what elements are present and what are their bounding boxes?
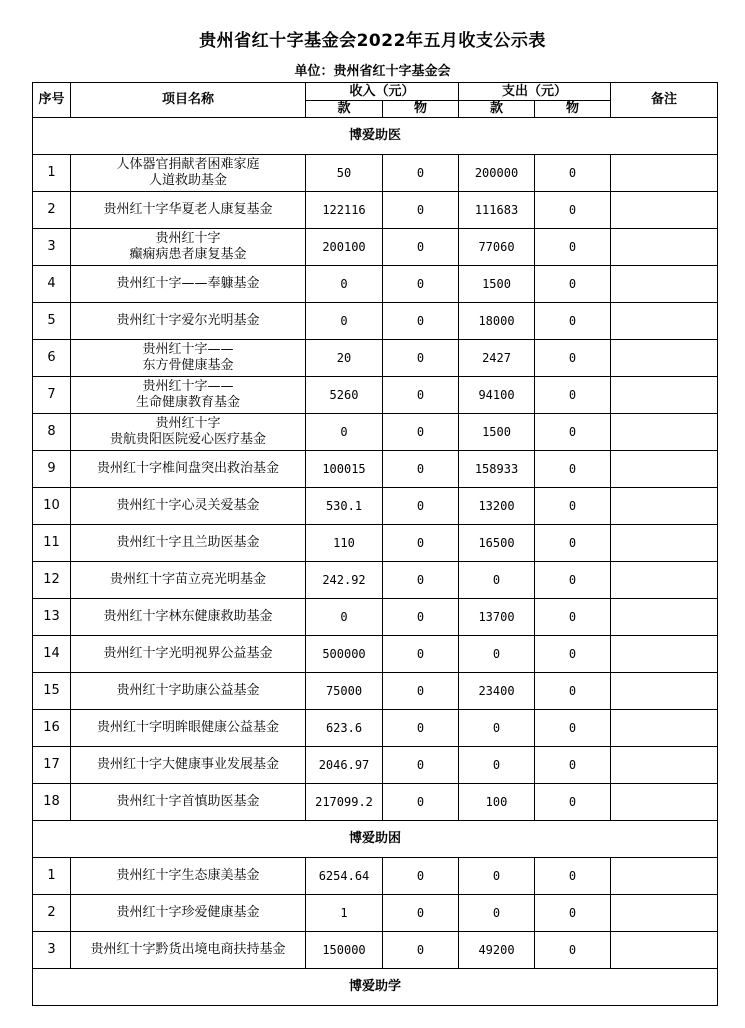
cell-income-money: 0 <box>306 414 383 451</box>
cell-expense-goods: 0 <box>535 266 611 303</box>
cell-project-name: 贵州红十字心灵关爱基金 <box>71 488 306 525</box>
cell-expense-money: 1500 <box>459 414 535 451</box>
cell-expense-money: 23400 <box>459 673 535 710</box>
cell-seq: 2 <box>33 192 71 229</box>
cell-expense-money: 0 <box>459 710 535 747</box>
cell-seq: 12 <box>33 562 71 599</box>
cell-income-money: 100015 <box>306 451 383 488</box>
header-seq: 序号 <box>33 83 71 118</box>
cell-income-money: 50 <box>306 155 383 192</box>
cell-expense-money: 13200 <box>459 488 535 525</box>
cell-project-name: 贵州红十字明眸眼健康公益基金 <box>71 710 306 747</box>
cell-income-money: 217099.2 <box>306 784 383 821</box>
cell-income-goods: 0 <box>383 710 459 747</box>
cell-seq: 15 <box>33 673 71 710</box>
cell-seq: 6 <box>33 340 71 377</box>
cell-income-money: 242.92 <box>306 562 383 599</box>
unit-label: 单位：贵州省红十字基金会 <box>294 64 451 79</box>
cell-expense-money: 0 <box>459 858 535 895</box>
cell-expense-money: 200000 <box>459 155 535 192</box>
cell-expense-money: 77060 <box>459 229 535 266</box>
cell-expense-money: 94100 <box>459 377 535 414</box>
cell-seq: 17 <box>33 747 71 784</box>
cell-seq: 5 <box>33 303 71 340</box>
table-row <box>33 710 718 747</box>
cell-remark <box>611 895 718 932</box>
cell-remark <box>611 414 718 451</box>
table-row <box>33 525 718 562</box>
table-row <box>33 784 718 821</box>
cell-seq: 9 <box>33 451 71 488</box>
cell-income-money: 200100 <box>306 229 383 266</box>
cell-income-money: 20 <box>306 340 383 377</box>
cell-income-goods: 0 <box>383 155 459 192</box>
cell-expense-money: 0 <box>459 747 535 784</box>
cell-income-money: 150000 <box>306 932 383 969</box>
cell-expense-goods: 0 <box>535 895 611 932</box>
cell-seq: 3 <box>33 229 71 266</box>
header-income-money: 款 <box>306 101 383 118</box>
cell-income-goods: 0 <box>383 932 459 969</box>
cell-remark <box>611 451 718 488</box>
cell-income-goods: 0 <box>383 636 459 673</box>
cell-expense-money: 18000 <box>459 303 535 340</box>
header-expense-money: 款 <box>459 101 535 118</box>
section-row <box>33 969 718 1006</box>
cell-expense-goods: 0 <box>535 488 611 525</box>
cell-expense-money: 0 <box>459 562 535 599</box>
cell-expense-goods: 0 <box>535 192 611 229</box>
cell-seq: 13 <box>33 599 71 636</box>
document-title: 贵州省红十字基金会2022年五月收支公示表 <box>199 31 546 51</box>
cell-expense-goods: 0 <box>535 747 611 784</box>
cell-remark <box>611 155 718 192</box>
cell-remark <box>611 784 718 821</box>
cell-income-goods: 0 <box>383 895 459 932</box>
cell-expense-goods: 0 <box>535 784 611 821</box>
cell-income-money: 530.1 <box>306 488 383 525</box>
cell-remark <box>611 673 718 710</box>
cell-remark <box>611 562 718 599</box>
table-row <box>33 636 718 673</box>
cell-expense-goods: 0 <box>535 525 611 562</box>
cell-project-name: 贵州红十字生态康美基金 <box>71 858 306 895</box>
cell-remark <box>611 340 718 377</box>
cell-expense-money: 100 <box>459 784 535 821</box>
cell-income-money: 500000 <box>306 636 383 673</box>
cell-income-money: 1 <box>306 895 383 932</box>
cell-income-money: 6254.64 <box>306 858 383 895</box>
cell-income-goods: 0 <box>383 747 459 784</box>
cell-project-name: 贵州红十字爱尔光明基金 <box>71 303 306 340</box>
cell-project-name: 贵州红十字大健康事业发展基金 <box>71 747 306 784</box>
cell-income-goods: 0 <box>383 303 459 340</box>
cell-expense-goods: 0 <box>535 377 611 414</box>
table-row <box>33 488 718 525</box>
table-row <box>33 303 718 340</box>
header-remark: 备注 <box>611 83 718 118</box>
cell-income-goods: 0 <box>383 451 459 488</box>
cell-remark <box>611 747 718 784</box>
cell-project-name: 贵州红十字黔货出境电商扶持基金 <box>71 932 306 969</box>
cell-income-goods: 0 <box>383 858 459 895</box>
cell-expense-money: 1500 <box>459 266 535 303</box>
cell-income-goods: 0 <box>383 525 459 562</box>
cell-income-money: 5260 <box>306 377 383 414</box>
cell-project-name: 贵州红十字椎间盘突出救治基金 <box>71 451 306 488</box>
cell-income-money: 0 <box>306 599 383 636</box>
section-row <box>33 821 718 858</box>
cell-income-money: 623.6 <box>306 710 383 747</box>
table-row <box>33 155 718 192</box>
table-row <box>33 229 718 266</box>
cell-remark <box>611 192 718 229</box>
cell-expense-money: 0 <box>459 895 535 932</box>
cell-expense-money: 158933 <box>459 451 535 488</box>
table-row <box>33 599 718 636</box>
section-title: 博爱助医 <box>33 118 718 155</box>
cell-project-name: 贵州红十字且兰助医基金 <box>71 525 306 562</box>
header-income: 收入（元） <box>306 83 459 101</box>
cell-remark <box>611 525 718 562</box>
cell-seq: 1 <box>33 155 71 192</box>
cell-income-goods: 0 <box>383 266 459 303</box>
table-row <box>33 895 718 932</box>
cell-project-name: 贵州红十字首慎助医基金 <box>71 784 306 821</box>
cell-income-goods: 0 <box>383 340 459 377</box>
table-row <box>33 414 718 451</box>
cell-seq: 14 <box>33 636 71 673</box>
cell-remark <box>611 377 718 414</box>
cell-income-goods: 0 <box>383 229 459 266</box>
cell-income-goods: 0 <box>383 562 459 599</box>
cell-remark <box>611 488 718 525</box>
cell-expense-money: 16500 <box>459 525 535 562</box>
cell-income-goods: 0 <box>383 414 459 451</box>
cell-seq: 7 <box>33 377 71 414</box>
cell-project-name: 贵州红十字 癫痫病患者康复基金 <box>71 229 306 266</box>
cell-expense-goods: 0 <box>535 340 611 377</box>
cell-seq: 2 <box>33 895 71 932</box>
cell-expense-goods: 0 <box>535 858 611 895</box>
cell-project-name: 贵州红十字华夏老人康复基金 <box>71 192 306 229</box>
cell-income-goods: 0 <box>383 488 459 525</box>
table-row <box>33 932 718 969</box>
cell-expense-goods: 0 <box>535 673 611 710</box>
cell-expense-goods: 0 <box>535 229 611 266</box>
cell-project-name: 贵州红十字光明视界公益基金 <box>71 636 306 673</box>
cell-expense-money: 2427 <box>459 340 535 377</box>
cell-project-name: 人体器官捐献者困难家庭 人道救助基金 <box>71 155 306 192</box>
cell-remark <box>611 636 718 673</box>
table-row <box>33 266 718 303</box>
cell-remark <box>611 858 718 895</box>
cell-expense-money: 0 <box>459 636 535 673</box>
cell-seq: 1 <box>33 858 71 895</box>
cell-expense-goods: 0 <box>535 932 611 969</box>
cell-expense-goods: 0 <box>535 451 611 488</box>
cell-project-name: 贵州红十字——奉躿基金 <box>71 266 306 303</box>
cell-remark <box>611 266 718 303</box>
cell-seq: 3 <box>33 932 71 969</box>
cell-income-money: 0 <box>306 266 383 303</box>
cell-expense-goods: 0 <box>535 710 611 747</box>
header-name: 项目名称 <box>71 83 306 118</box>
cell-income-money: 110 <box>306 525 383 562</box>
cell-income-goods: 0 <box>383 192 459 229</box>
cell-remark <box>611 932 718 969</box>
header-expense-goods: 物 <box>535 101 611 118</box>
cell-expense-goods: 0 <box>535 303 611 340</box>
table-row <box>33 747 718 784</box>
cell-remark <box>611 710 718 747</box>
cell-expense-goods: 0 <box>535 155 611 192</box>
table-row <box>33 192 718 229</box>
cell-expense-goods: 0 <box>535 562 611 599</box>
table-row <box>33 562 718 599</box>
table-row <box>33 673 718 710</box>
cell-remark <box>611 229 718 266</box>
cell-expense-goods: 0 <box>535 636 611 673</box>
table-row <box>33 858 718 895</box>
cell-income-money: 122116 <box>306 192 383 229</box>
cell-remark <box>611 303 718 340</box>
cell-project-name: 贵州红十字林东健康救助基金 <box>71 599 306 636</box>
cell-seq: 18 <box>33 784 71 821</box>
cell-expense-goods: 0 <box>535 599 611 636</box>
cell-income-money: 2046.97 <box>306 747 383 784</box>
cell-seq: 16 <box>33 710 71 747</box>
cell-income-money: 0 <box>306 303 383 340</box>
section-title: 博爱助困 <box>33 821 718 858</box>
cell-seq: 10 <box>33 488 71 525</box>
table-row <box>33 340 718 377</box>
cell-project-name: 贵州红十字—— 生命健康教育基金 <box>71 377 306 414</box>
cell-project-name: 贵州红十字助康公益基金 <box>71 673 306 710</box>
cell-seq: 11 <box>33 525 71 562</box>
header-expense: 支出（元） <box>459 83 611 101</box>
cell-project-name: 贵州红十字珍爱健康基金 <box>71 895 306 932</box>
cell-income-goods: 0 <box>383 599 459 636</box>
cell-expense-goods: 0 <box>535 414 611 451</box>
cell-income-goods: 0 <box>383 377 459 414</box>
cell-remark <box>611 599 718 636</box>
cell-income-goods: 0 <box>383 784 459 821</box>
cell-expense-money: 49200 <box>459 932 535 969</box>
table-row <box>33 451 718 488</box>
cell-income-money: 75000 <box>306 673 383 710</box>
cell-income-goods: 0 <box>383 673 459 710</box>
cell-seq: 4 <box>33 266 71 303</box>
cell-project-name: 贵州红十字 贵航贵阳医院爱心医疗基金 <box>71 414 306 451</box>
income-expense-table <box>32 82 718 1006</box>
header-income-goods: 物 <box>383 101 459 118</box>
cell-expense-money: 13700 <box>459 599 535 636</box>
section-title: 博爱助学 <box>33 969 718 1006</box>
cell-project-name: 贵州红十字—— 东方骨健康基金 <box>71 340 306 377</box>
cell-expense-money: 111683 <box>459 192 535 229</box>
section-row <box>33 118 718 155</box>
cell-seq: 8 <box>33 414 71 451</box>
cell-project-name: 贵州红十字苗立亮光明基金 <box>71 562 306 599</box>
table-row <box>33 377 718 414</box>
